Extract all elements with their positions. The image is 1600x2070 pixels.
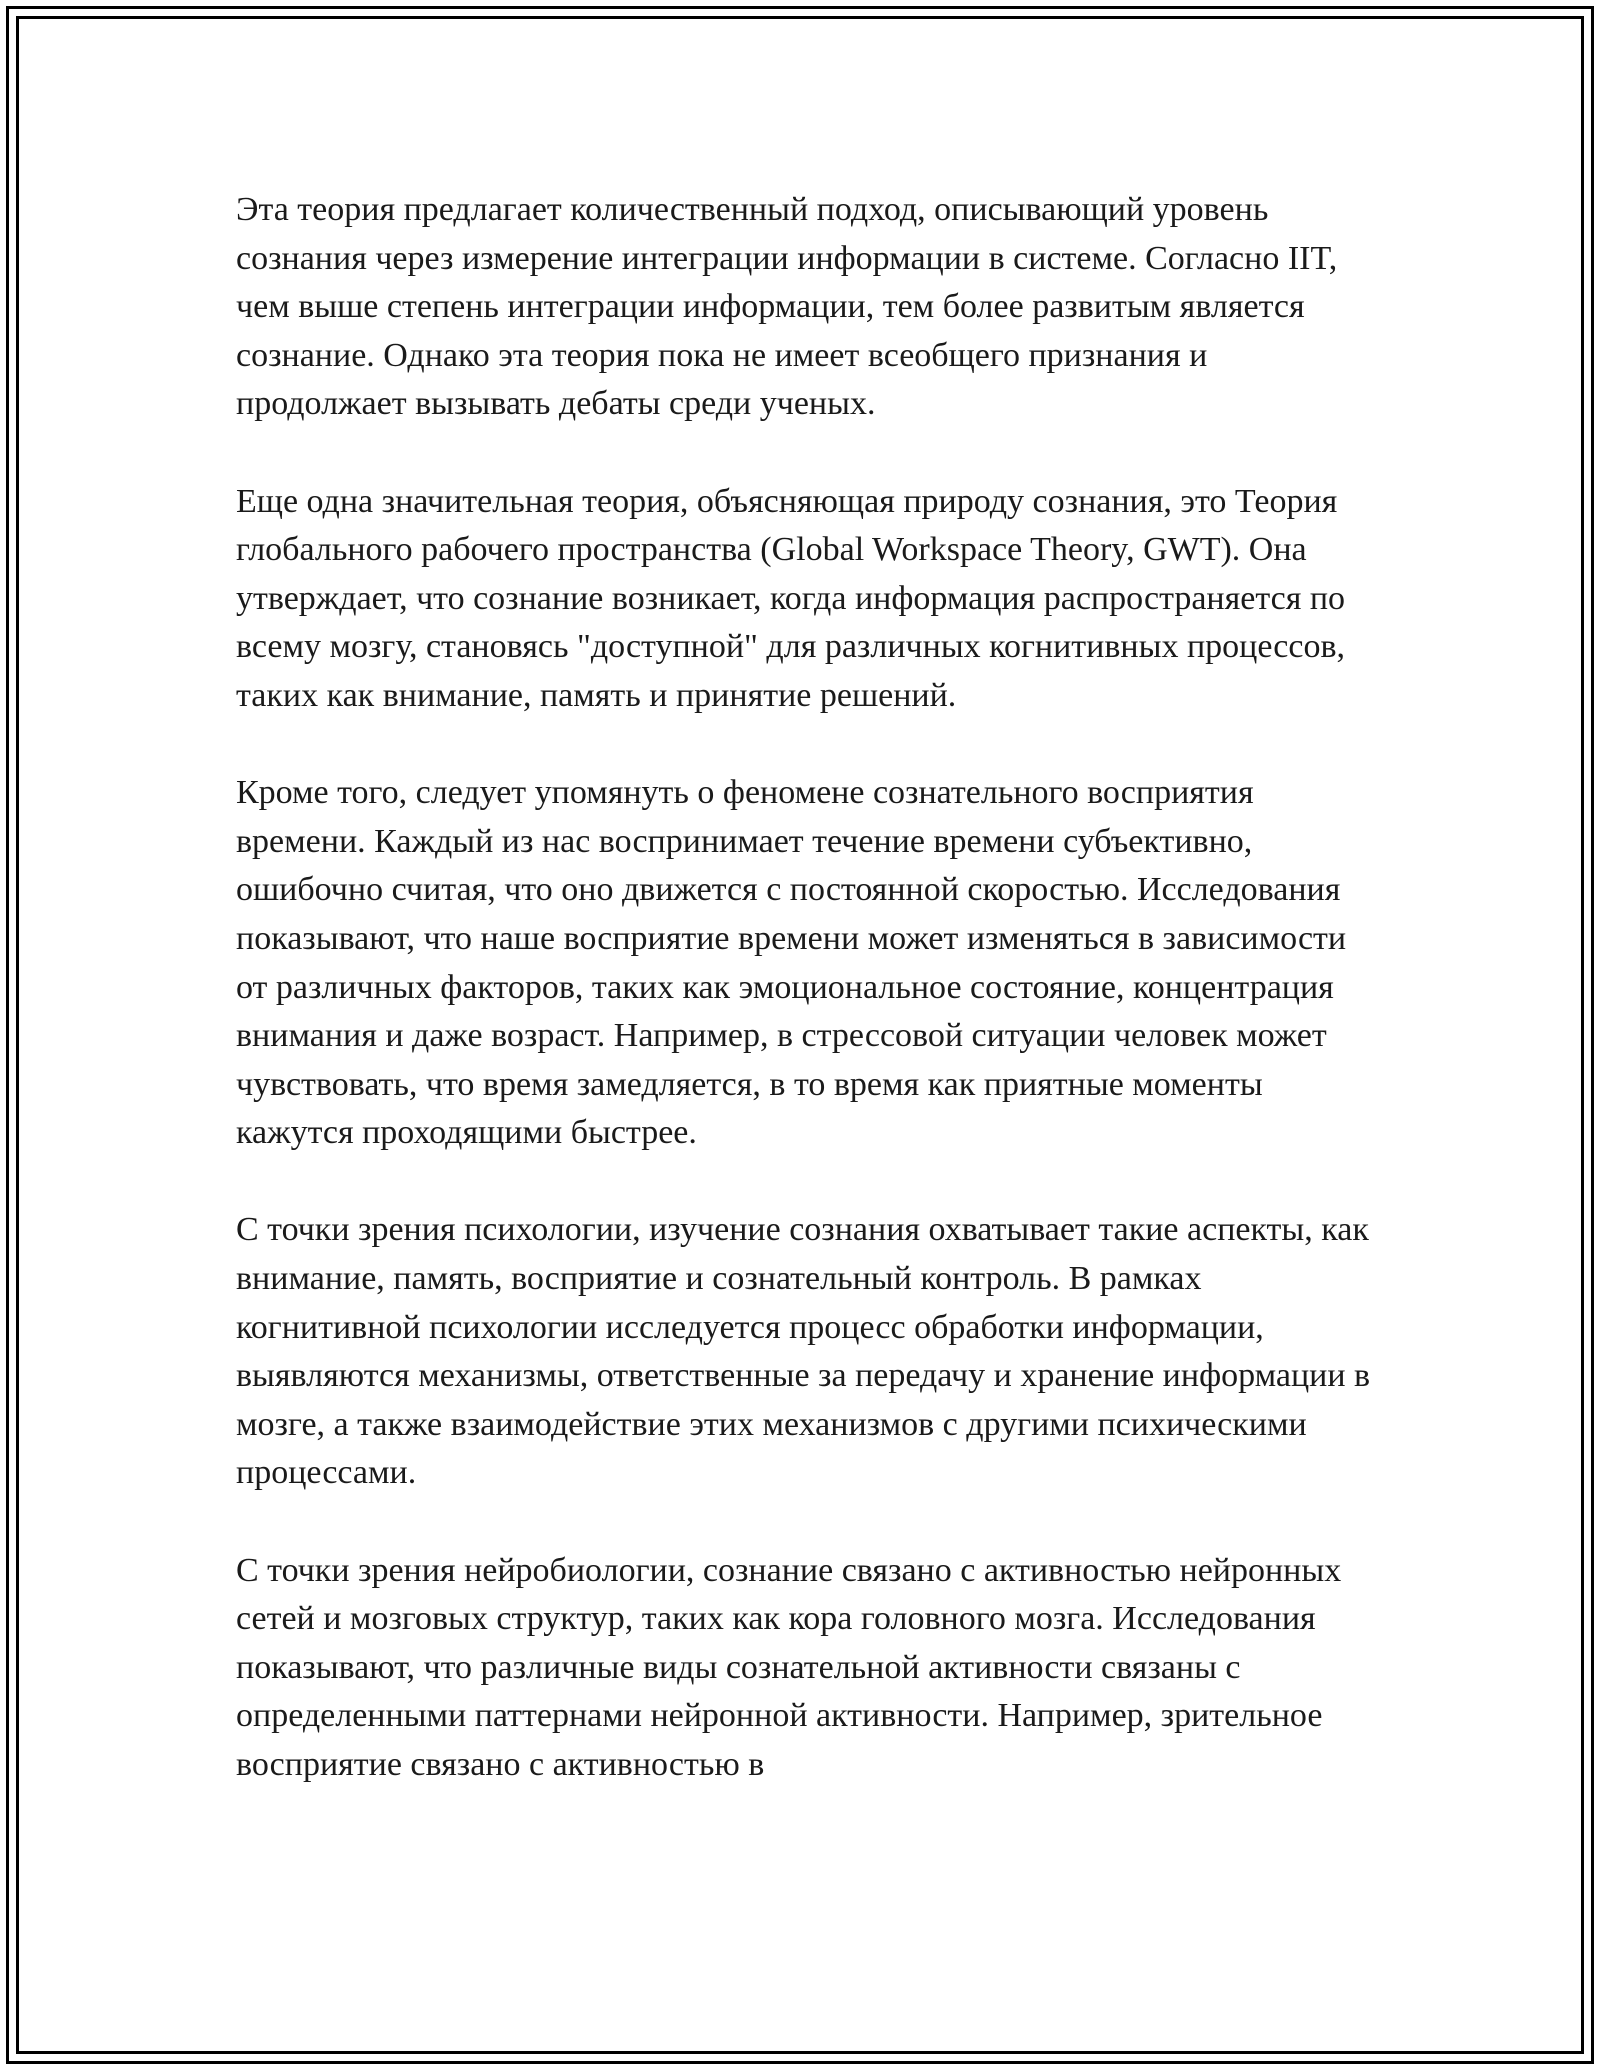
paragraph-gwt: Еще одна значительная теория, объясняющая природу сознания, это Теория глобального рабочего пространства (Global Workspace Theory, GWT). Она утверждает, что сознание возникает, когда информация распространяется по всему мозгу, становясь "доступной" для различных когнитивных процессов, таких как внимание, память и принятие решений. xyxy=(236,482,1346,714)
paragraph-iit: Эта теория предлагает количественный подход, описывающий уровень сознания через измерение интеграции информации в системе. Согласно IIT, чем выше степень интеграции информации, тем более развитым является сознание. Однако эта теория пока не имеет всеобщего признания и продолжает вызывать дебаты среди ученых. xyxy=(236,191,1338,423)
paragraph-psychology: С точки зрения психологии, изучение сознания охватывает такие аспекты, как внимание, память, восприятие и сознательный контроль. В рамках когнитивной психологии исследуется процесс обработки информации, выявляются механизмы, ответственные за передачу и хранение информации в мозге, а также взаимодействие этих механизмов с другими психическими процессами. xyxy=(236,1211,1371,1492)
paragraph-time-perception: Кроме того, следует упомянуть о феномене сознательного восприятия времени. Каждый из нас воспринимает течение времени субъективно, ошибочно считая, что оно движется с постоянной скоростью. Исследования показывают, что наше восприятие времени может изменяться в зависимости от различных факторов, таких как эмоциональное состояние, концентрация внимания и даже возраст. Например, в стрессовой ситуации человек может чувствовать, что время замедляется, в то время как приятные моменты кажутся проходящими быстрее. xyxy=(236,774,1347,1152)
document-body xyxy=(236,186,1374,1838)
paragraph-neurobiology: С точки зрения нейробиологии, сознание связано с активностью нейронных сетей и мозговых структур, таких как кора головного мозга. Исследования показывают, что различные виды сознательной активности связаны с определенными паттернами нейронной активности. Например, зрительное восприятие связано с активностью в xyxy=(236,1551,1342,1783)
